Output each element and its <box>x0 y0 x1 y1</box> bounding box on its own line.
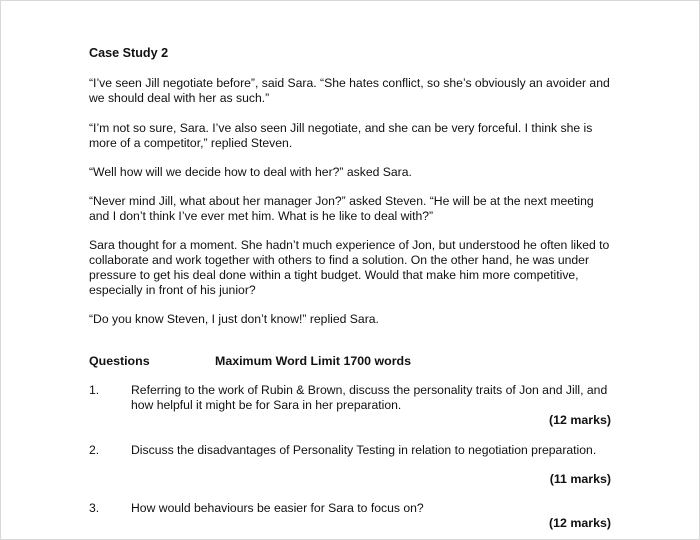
question-3-text: How would behaviours be easier for Sara to focus on? <box>131 501 424 515</box>
question-1-marks: (12 marks) <box>549 413 611 427</box>
paragraph-2: “I’m not so sure, Sara. I’ve also seen Jill negotiate, and she can be very forceful. I think she is more of a competitor,” replied Steven. <box>89 121 593 150</box>
paragraph-4: “Never mind Jill, what about her manager Jon?” asked Steven. “He will be at the next meeting and I don’t think I’ve ever met him. What is he like to deal with?” <box>89 194 594 223</box>
question-2-text: Discuss the disadvantages of Personality Testing in relation to negotiation preparation. <box>131 443 597 457</box>
question-3-number: 3. <box>89 501 100 515</box>
question-1-number: 1. <box>89 383 100 397</box>
paragraph-1: “I’ve seen Jill negotiate before”, said Sara. “She hates conflict, so she’s obviously an avoider and we should deal with her as such.” <box>89 76 610 105</box>
question-1-text: Referring to the work of Rubin & Brown, discuss the personality traits of Jon and Jill, and how helpful it might be for Sara in her preparation. <box>131 383 608 412</box>
question-3-marks: (12 marks) <box>549 516 611 530</box>
word-limit: Maximum Word Limit 1700 words <box>215 354 411 368</box>
paragraph-3: “Well how will we decide how to deal with her?” asked Sara. <box>89 165 412 179</box>
question-2-marks: (11 marks) <box>549 472 611 486</box>
case-study-title: Case Study 2 <box>89 46 169 60</box>
paragraph-6: “Do you know Steven, I just don’t know!” replied Sara. <box>89 312 379 326</box>
questions-heading: Questions <box>89 354 150 368</box>
question-2-number: 2. <box>89 443 100 457</box>
paragraph-5: Sara thought for a moment. She hadn’t much experience of Jon, but understood he often liked to collaborate and work together with others to find a solution. On the other hand, he was under pressure to get his deal done within a tight budget. Would that make him more competitive, especially in front of his junior? <box>89 238 610 297</box>
